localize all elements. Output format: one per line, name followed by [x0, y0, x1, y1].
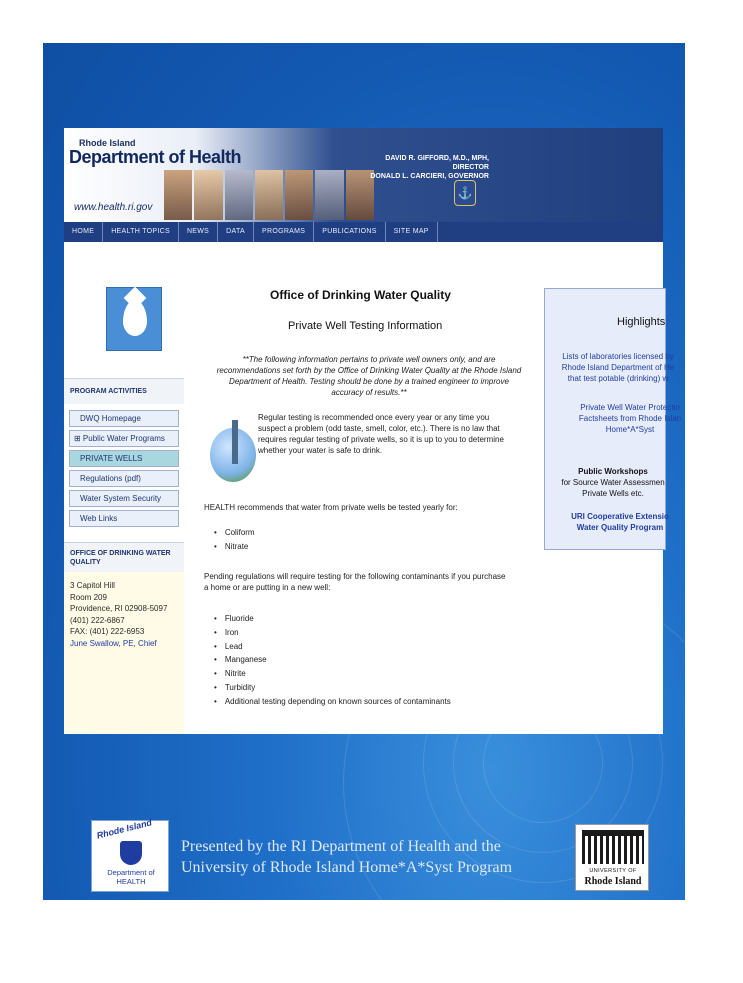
nav-programs[interactable]: PROGRAMS [254, 222, 314, 242]
chief-link[interactable]: June Swallow, PE, Chief [70, 638, 157, 648]
uri-line: Water Quality Program [576, 523, 664, 532]
lab-list-link[interactable] [548, 351, 688, 384]
well-pump-icon [210, 420, 256, 482]
lab-line: that test potable (drinking) w [567, 374, 669, 383]
water-drop-icon [123, 300, 147, 336]
list-item: • Coliform [214, 526, 255, 540]
nav-health-topics[interactable]: HEALTH TOPICS [103, 222, 179, 242]
contaminants-list [214, 612, 451, 709]
nav-site-map[interactable]: SITE MAP [386, 222, 438, 242]
uri-logo-bottom: Rhode Island [584, 876, 642, 887]
notice-text [204, 354, 534, 398]
program-activities-heading: PROGRAM ACTIVITIES [64, 378, 184, 404]
list-item: • Additional testing depending on known sources of contaminants [214, 695, 451, 709]
sidebar-item-private-wells[interactable]: PRIVATE WELLS [69, 450, 179, 467]
sidebar-item-dwq-homepage[interactable]: DWQ Homepage [69, 410, 179, 427]
yearly-tests-list [214, 526, 255, 554]
left-sidebar [64, 242, 184, 734]
list-item: • Turbidity [214, 681, 451, 695]
uri-logo-top: UNIVERSITY OF [589, 868, 637, 874]
notice-line: **The following information pertains to private well owners only, and are [242, 355, 496, 364]
list-item: • Fluoride [214, 612, 451, 626]
office-heading-line-2: QUALITY [70, 559, 101, 566]
ri-logo-dept-line: Department of [107, 868, 155, 877]
ri-logo-dept [92, 868, 170, 886]
highlights-panel [544, 288, 682, 550]
testing-line: whether your water is safe to drink. [258, 446, 383, 455]
ri-logo-arc-text: Rhode Island [95, 817, 153, 841]
sidebar-item-water-system-security[interactable]: Water System Security [69, 490, 179, 507]
list-item: • Nitrate [214, 540, 255, 554]
address-line: Providence, RI 02908-5097 [70, 604, 168, 613]
pending-line: Pending regulations will require testing for the following contaminants if you purchase [204, 572, 506, 581]
list-item: • Lead [214, 640, 451, 654]
notice-line: Department of Health. Testing should be done by a trained engineer to improve [229, 377, 509, 386]
lab-line: Lists of laboratories licensed by [562, 352, 674, 361]
testing-line: suspect a problem (odd taste, smell, color, etc.). There is no law that [258, 424, 500, 433]
address-line: 3 Capitol Hill [70, 581, 115, 590]
ri-logo-dept-line: HEALTH [116, 877, 146, 886]
page-subtitle: Private Well Testing Information [288, 320, 443, 332]
testing-line: requires regular testing of private wells, so it is up to you to determine [258, 435, 504, 444]
fax-line: FAX: (401) 222-6953 [70, 627, 145, 636]
uri-building-icon [582, 830, 644, 864]
protection-line: Home*A*Syst [605, 425, 655, 434]
sidebar-item-web-links[interactable]: Web Links [69, 510, 179, 527]
uri-line: URI Cooperative Extensio [571, 512, 669, 521]
slide-background [43, 43, 685, 900]
highlights-title: Highlights [617, 316, 666, 328]
phone-line: (401) 222-6867 [70, 615, 125, 625]
page-title: Office of Drinking Water Quality [270, 288, 451, 302]
nav-publications[interactable]: PUBLICATIONS [314, 222, 385, 242]
main-content [200, 242, 540, 734]
office-heading-line-1: OFFICE OF DRINKING WATER [70, 550, 171, 557]
lab-line: Rhode Island Department of He [561, 363, 675, 372]
list-item: • Iron [214, 626, 451, 640]
workshops-line: for Source Water Assessmen [561, 478, 665, 487]
director-names [369, 154, 489, 181]
uri-extension-link[interactable] [550, 511, 690, 533]
protection-factsheets-link[interactable] [560, 402, 700, 435]
presented-line: University of Rhode Island Home*A*Syst Program [181, 859, 513, 876]
address-line: Room 209 [70, 592, 107, 602]
office-heading [64, 542, 184, 572]
site-banner [64, 128, 663, 222]
ri-seal-icon [120, 841, 142, 865]
banner-photos [164, 170, 374, 220]
director-line: DAVID R. GIFFORD, M.D., MPH, DIRECTOR [385, 155, 489, 171]
office-address [64, 572, 184, 734]
governor-line: DONALD L. CARCIERI, GOVERNOR [370, 173, 489, 180]
workshops-title: Public Workshops [578, 467, 648, 476]
workshops-line: Private Wells etc. [582, 489, 644, 498]
pending-line: a home or are putting in a new well: [204, 583, 331, 592]
site-url[interactable]: www.health.ri.gov [74, 202, 153, 213]
list-item: • Nitrite [214, 667, 451, 681]
state-label: Rhode Island [79, 138, 136, 148]
program-menu [69, 410, 179, 530]
ri-health-logo [91, 817, 169, 892]
protection-line: Private Well Water Protectio [580, 403, 680, 412]
notice-line: recommendations set forth by the Office of Drinking Water Quality at the Rhode Island [216, 366, 522, 375]
testing-line: Regular testing is recommended once every year or any time you [258, 413, 490, 422]
main-nav [64, 222, 663, 242]
pending-text [204, 571, 540, 593]
state-seal-icon: ⚓ [454, 180, 476, 206]
nav-home[interactable]: HOME [64, 222, 103, 242]
presented-line: Presented by the RI Department of Health and the [181, 838, 501, 855]
presented-by-text [181, 836, 512, 878]
list-item: • Manganese [214, 653, 451, 667]
website-screenshot [64, 128, 682, 734]
recommend-text: HEALTH recommends that water from private wells be tested yearly for: [204, 503, 458, 512]
nav-news[interactable]: NEWS [179, 222, 218, 242]
nav-data[interactable]: DATA [218, 222, 254, 242]
protection-line: Factsheets from Rhode Islan [578, 414, 682, 423]
uri-logo [575, 824, 649, 891]
sidebar-item-regulations[interactable]: Regulations (pdf) [69, 470, 179, 487]
testing-paragraph [258, 412, 540, 456]
workshops-block [543, 466, 683, 499]
department-title: Department of Health [69, 147, 242, 167]
water-drop-logo [106, 287, 162, 351]
notice-line: accuracy of results.** [331, 388, 407, 397]
sidebar-item-public-water-programs[interactable]: ⊞ Public Water Programs [69, 430, 179, 447]
slide-footer [43, 803, 685, 900]
